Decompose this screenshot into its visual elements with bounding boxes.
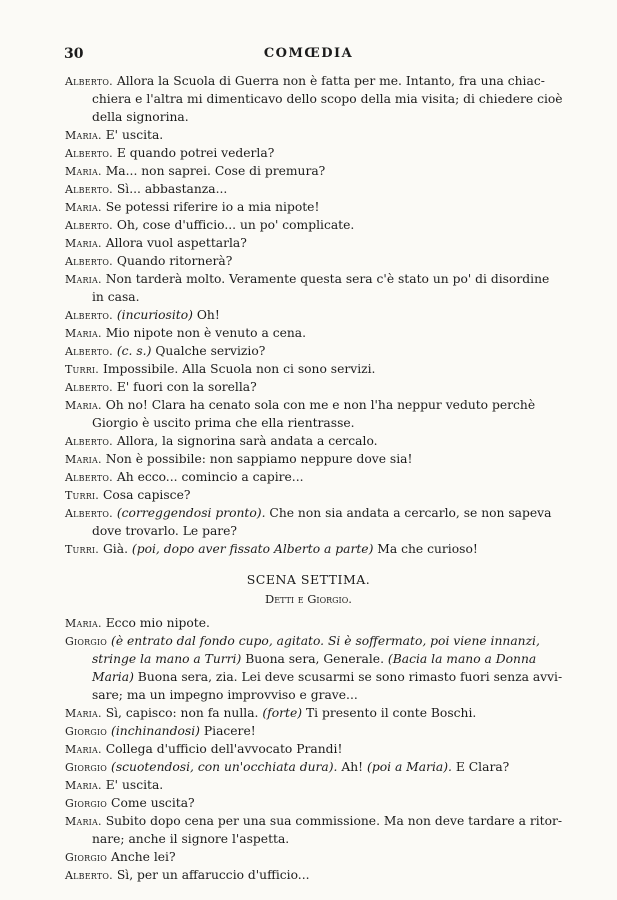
- speaker-name: Maria.: [65, 273, 102, 286]
- stage-direction: (poi, dopo aver fissato Alberto a parte): [131, 542, 374, 556]
- dialogue-line: [65, 848, 577, 866]
- line-text: Collega d'ufficio dell'avvocato Prandi!: [105, 742, 343, 756]
- line-text: Anche lei?: [111, 850, 176, 864]
- dialogue-line: [65, 270, 577, 288]
- line-text: Ti presento il conte Boschi.: [305, 706, 477, 720]
- line-text: in casa.: [92, 290, 140, 304]
- scene-subtitle: Detti e Giorgio.: [265, 592, 352, 606]
- line-text: Mio nipote non è venuto a cena.: [105, 326, 307, 340]
- line-text: nare; anche il signore l'aspetta.: [92, 832, 290, 846]
- speaker-name: Maria.: [65, 399, 102, 412]
- line-text: Ma che curioso!: [377, 542, 478, 556]
- line-text: E' uscita.: [105, 128, 164, 142]
- speaker-name: Maria.: [65, 779, 102, 792]
- dialogue-line: [65, 740, 577, 758]
- speaker-name: Maria.: [65, 815, 102, 828]
- line-text: Impossibile. Alla Scuola non ci sono servizi.: [102, 362, 376, 376]
- dialogue-line: [65, 776, 577, 794]
- line-text: E Clara?: [455, 760, 510, 774]
- stage-direction: (scuotendosi, con un'occhiata dura).: [111, 760, 338, 774]
- speaker-name: Alberto.: [65, 471, 113, 484]
- speaker-name: Maria.: [65, 201, 102, 214]
- dialogue-line: [65, 432, 577, 450]
- line-text: Quando ritornerà?: [116, 254, 233, 268]
- line-text: Allora vuol aspettarla?: [105, 236, 247, 250]
- scene-title: SCENA SETTIMA.: [246, 572, 371, 587]
- line-text: Oh, cose d'ufficio... un po' complicate.: [116, 218, 355, 232]
- speaker-name: Alberto.: [65, 435, 113, 448]
- speaker-name: Maria.: [65, 743, 102, 756]
- stage-direction: (poi a Maria).: [367, 760, 452, 774]
- speaker-name: Maria.: [65, 129, 102, 142]
- speaker-name: Giorgio: [65, 725, 108, 738]
- dialogue-line: [65, 468, 577, 486]
- dialogue-line: [65, 540, 577, 558]
- speaker-name: Maria.: [65, 165, 102, 178]
- stage-direction: (c. s.): [116, 344, 152, 358]
- speaker-name: Turri.: [65, 543, 99, 556]
- dialogue-line: [92, 686, 577, 704]
- speaker-name: Alberto.: [65, 183, 113, 196]
- line-text: Sì... abbastanza...: [116, 182, 228, 196]
- dialogue-line: [65, 614, 577, 632]
- line-text: Buona sera, Generale.: [245, 652, 384, 666]
- line-text: Giorgio è uscito prima che ella rientrasse.: [92, 416, 355, 430]
- speaker-name: Alberto.: [65, 345, 113, 358]
- stage-direction: (inchinandosi): [111, 724, 200, 738]
- line-text: Sì, capisco: non fa nulla.: [105, 706, 259, 720]
- speaker-name: Maria.: [65, 237, 102, 250]
- dialogue-line: [65, 722, 577, 740]
- line-text: Oh no! Clara ha cenato sola con me e non l'ha neppur veduto perchè: [105, 398, 536, 412]
- dialogue-line: [92, 522, 577, 540]
- line-text: Sì, per un affaruccio d'ufficio...: [116, 868, 310, 882]
- stage-direction: (incuriosito): [116, 308, 193, 322]
- line-text: E' fuori con la sorella?: [116, 380, 257, 394]
- dialogue-line: [65, 812, 577, 830]
- line-text: Cosa capisce?: [102, 488, 191, 502]
- line-text: Allora la Scuola di Guerra non è fatta per me. Intanto, fra una chiac-: [116, 74, 545, 88]
- dialogue-line: [92, 668, 577, 686]
- dialogue-line: [65, 162, 577, 180]
- line-text: E quando potrei vederla?: [116, 146, 275, 160]
- speaker-name: Alberto.: [65, 147, 113, 160]
- speaker-name: Alberto.: [65, 255, 113, 268]
- dialogue-line: [65, 486, 577, 504]
- dialogue-line: [92, 650, 577, 668]
- stage-direction: (Bacia la mano a Donna: [387, 652, 537, 666]
- dialogue-line: [65, 450, 577, 468]
- dialogue-line: [65, 758, 577, 776]
- page-header: [0, 46, 617, 64]
- line-text: Ah ecco... comincio a capire...: [116, 470, 304, 484]
- dialogue-line: [65, 396, 577, 414]
- dialogue-line: [65, 360, 577, 378]
- line-text: Oh!: [196, 308, 220, 322]
- speaker-name: Turri.: [65, 363, 99, 376]
- line-text: Subito dopo cena per una sua commissione. Ma non deve tardare a ritor-: [105, 814, 563, 828]
- line-text: Non è possibile: non sappiamo neppure dove sia!: [105, 452, 413, 466]
- speaker-name: Giorgio: [65, 797, 108, 810]
- speaker-name: Alberto.: [65, 309, 113, 322]
- line-text: Non tarderà molto. Veramente questa sera c'è stato un po' di disordine: [105, 272, 550, 286]
- line-text: Se potessi riferire io a mia nipote!: [105, 200, 320, 214]
- line-text: Piacere!: [203, 724, 256, 738]
- speaker-name: Giorgio: [65, 851, 108, 864]
- dialogue-line: [65, 252, 577, 270]
- line-text: Che non sia andata a cercarlo, se non sapeva: [269, 506, 552, 520]
- line-text: della signorina.: [92, 110, 189, 124]
- line-text: Buona sera, zia. Lei deve scusarmi se sono rimasto fuori senza avvi-: [137, 670, 563, 684]
- stage-direction: (correggendosi pronto).: [116, 506, 266, 520]
- dialogue-line: [65, 378, 577, 396]
- dialogue-line: [65, 324, 577, 342]
- stage-direction: (è entrato dal fondo cupo, agitato. Si è soffermato, poi viene innanzi,: [111, 634, 540, 648]
- speaker-name: Alberto.: [65, 75, 113, 88]
- running-title: COMŒDIA: [263, 46, 354, 61]
- dialogue-line: [65, 126, 577, 144]
- line-text: sare; ma un impegno improvviso e grave...: [92, 688, 358, 702]
- line-text: Come uscita?: [111, 796, 195, 810]
- speaker-name: Alberto.: [65, 869, 113, 882]
- line-text: chiera e l'altra mi dimenticavo dello scopo della mia visita; di chiedere cioè: [92, 92, 563, 106]
- speaker-name: Giorgio: [65, 635, 108, 648]
- line-text: E' uscita.: [105, 778, 164, 792]
- stage-direction: (forte): [262, 706, 303, 720]
- dialogue-line: [65, 306, 577, 324]
- stage-direction: Maria): [92, 670, 134, 684]
- dialogue-line: [65, 632, 577, 650]
- line-text: Già.: [102, 542, 128, 556]
- dialogue-line: [92, 830, 577, 848]
- line-text: Qualche servizio?: [155, 344, 266, 358]
- dialogue-line: [65, 198, 577, 216]
- speaker-name: Maria.: [65, 327, 102, 340]
- page-number: 30: [64, 46, 84, 62]
- dialogue-line: [92, 414, 577, 432]
- dialogue-line: [92, 108, 577, 126]
- speaker-name: Alberto.: [65, 507, 113, 520]
- speaker-name: Giorgio: [65, 761, 108, 774]
- dialogue-line: [65, 234, 577, 252]
- line-text: Ah!: [341, 760, 364, 774]
- dialogue-line: [65, 504, 577, 522]
- speaker-name: Alberto.: [65, 219, 113, 232]
- dialogue-line: [65, 216, 577, 234]
- line-text: Ma... non saprei. Cose di premura?: [105, 164, 326, 178]
- stage-direction: stringe la mano a Turri): [92, 652, 242, 666]
- speaker-name: Maria.: [65, 617, 102, 630]
- line-text: dove trovarlo. Le pare?: [92, 524, 238, 538]
- line-text: Ecco mio nipote.: [105, 616, 210, 630]
- dialogue-line: [92, 90, 577, 108]
- speaker-name: Alberto.: [65, 381, 113, 394]
- dialogue-line: [65, 144, 577, 162]
- speaker-name: Turri.: [65, 489, 99, 502]
- speaker-name: Maria.: [65, 707, 102, 720]
- speaker-name: Maria.: [65, 453, 102, 466]
- dialogue-line: [65, 794, 577, 812]
- dialogue-line: [65, 180, 577, 198]
- dialogue-line: [65, 866, 577, 884]
- dialogue-line: [65, 704, 577, 722]
- line-text: Allora, la signorina sarà andata a cercalo.: [116, 434, 378, 448]
- dialogue-line: [92, 288, 577, 306]
- dialogue-line: [65, 72, 577, 90]
- dialogue-line: [65, 342, 577, 360]
